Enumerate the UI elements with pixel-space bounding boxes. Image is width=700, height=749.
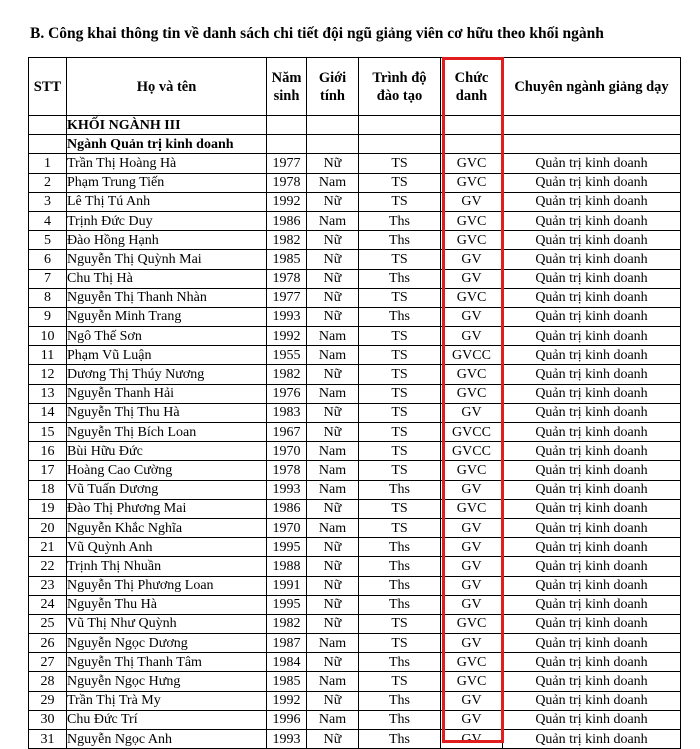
cell-major: Quản trị kinh doanh (503, 307, 681, 326)
cell-major: Quản trị kinh doanh (503, 614, 681, 633)
cell-name: Nguyễn Thanh Hải (67, 384, 267, 403)
cell-birth-year: 1992 (267, 691, 307, 710)
table-row (29, 211, 681, 230)
table-row (29, 154, 681, 173)
cell-name: Nguyễn Thị Bích Loan (67, 423, 267, 442)
cell-title: GV (441, 403, 503, 422)
cell-birth-year: 1983 (267, 403, 307, 422)
cell-birth-year: 1988 (267, 557, 307, 576)
col-header-birth-year: Năm sinh (267, 58, 307, 116)
cell-birth-year: 1993 (267, 730, 307, 749)
cell-birth-year: 1993 (267, 480, 307, 499)
cell-education: Ths (359, 653, 441, 672)
cell-name: Trịnh Đức Duy (67, 211, 267, 230)
cell-major: Quản trị kinh doanh (503, 557, 681, 576)
cell-name: Nguyễn Thị Thanh Tâm (67, 653, 267, 672)
cell-title: GV (441, 250, 503, 269)
table-row (29, 480, 681, 499)
cell-stt: 19 (29, 499, 67, 518)
cell-education: TS (359, 192, 441, 211)
cell-major: Quản trị kinh doanh (503, 499, 681, 518)
cell-major: Quản trị kinh doanh (503, 403, 681, 422)
cell-gender: Nữ (307, 614, 359, 633)
cell-education: TS (359, 614, 441, 633)
cell-birth-year: 1986 (267, 211, 307, 230)
cell-education: TS (359, 442, 441, 461)
cell-birth-year: 1986 (267, 499, 307, 518)
cell-education: TS (359, 173, 441, 192)
cell-stt: 12 (29, 365, 67, 384)
table-row (29, 730, 681, 749)
cell-name: Nguyễn Ngọc Dương (67, 634, 267, 653)
cell-education: TS (359, 288, 441, 307)
cell-title: GV (441, 710, 503, 729)
cell-education: TS (359, 403, 441, 422)
cell-education: Ths (359, 710, 441, 729)
table-row (29, 327, 681, 346)
cell-education: TS (359, 461, 441, 480)
cell-stt: 21 (29, 538, 67, 557)
table-row (29, 346, 681, 365)
table-row (29, 614, 681, 633)
cell-name: Nguyễn Thị Thanh Nhàn (67, 288, 267, 307)
cell-stt: 14 (29, 403, 67, 422)
group-row-field (29, 135, 681, 154)
table-row (29, 288, 681, 307)
cell-title: GVC (441, 499, 503, 518)
table-row (29, 442, 681, 461)
col-header-title: Chức danh (441, 58, 503, 116)
cell-gender: Nữ (307, 423, 359, 442)
table-row (29, 557, 681, 576)
cell-major: Quản trị kinh doanh (503, 269, 681, 288)
cell-birth-year: 1991 (267, 576, 307, 595)
cell-title: GV (441, 518, 503, 537)
cell-title: GV (441, 730, 503, 749)
table-row (29, 461, 681, 480)
cell-title: GVC (441, 461, 503, 480)
cell-education: TS (359, 250, 441, 269)
cell-stt: 13 (29, 384, 67, 403)
cell-education: Ths (359, 231, 441, 250)
cell-major: Quản trị kinh doanh (503, 346, 681, 365)
table-row (29, 250, 681, 269)
col-header-name: Họ và tên (67, 58, 267, 116)
cell-gender: Nữ (307, 499, 359, 518)
cell-title: GVC (441, 384, 503, 403)
cell-birth-year: 1970 (267, 518, 307, 537)
cell-gender: Nữ (307, 653, 359, 672)
cell-stt: 23 (29, 576, 67, 595)
col-header-gender: Giới tính (307, 58, 359, 116)
table-row (29, 710, 681, 729)
cell-stt: 7 (29, 269, 67, 288)
cell-gender: Nữ (307, 595, 359, 614)
cell-birth-year: 1978 (267, 173, 307, 192)
cell-education: Ths (359, 576, 441, 595)
cell-education: Ths (359, 211, 441, 230)
cell-birth-year: 1996 (267, 710, 307, 729)
table-row (29, 538, 681, 557)
cell-title: GV (441, 269, 503, 288)
cell-stt: 9 (29, 307, 67, 326)
cell-gender: Nữ (307, 288, 359, 307)
cell-education: TS (359, 634, 441, 653)
table-row (29, 173, 681, 192)
cell-title: GV (441, 576, 503, 595)
cell-name: Trần Thị Hoàng Hà (67, 154, 267, 173)
cell-stt: 11 (29, 346, 67, 365)
cell-stt: 22 (29, 557, 67, 576)
cell-gender: Nam (307, 173, 359, 192)
cell-gender: Nam (307, 442, 359, 461)
cell-education: TS (359, 423, 441, 442)
cell-gender: Nữ (307, 365, 359, 384)
cell-stt: 2 (29, 173, 67, 192)
cell-birth-year: 1970 (267, 442, 307, 461)
cell-birth-year: 1967 (267, 423, 307, 442)
cell-education: Ths (359, 691, 441, 710)
field-label: Ngành Quản trị kinh doanh (67, 135, 267, 154)
cell-major: Quản trị kinh doanh (503, 461, 681, 480)
cell-stt: 20 (29, 518, 67, 537)
cell-education: Ths (359, 730, 441, 749)
cell-major: Quản trị kinh doanh (503, 173, 681, 192)
cell-gender: Nam (307, 327, 359, 346)
cell-title: GV (441, 595, 503, 614)
table-row (29, 231, 681, 250)
cell-major: Quản trị kinh doanh (503, 442, 681, 461)
table-row (29, 403, 681, 422)
cell-name: Dương Thị Thúy Nương (67, 365, 267, 384)
cell-name: Hoàng Cao Cường (67, 461, 267, 480)
cell-birth-year: 1985 (267, 250, 307, 269)
cell-major: Quản trị kinh doanh (503, 634, 681, 653)
table-row (29, 595, 681, 614)
cell-title: GVC (441, 231, 503, 250)
cell-stt: 6 (29, 250, 67, 269)
cell-education: Ths (359, 538, 441, 557)
cell-stt: 24 (29, 595, 67, 614)
cell-major: Quản trị kinh doanh (503, 653, 681, 672)
table-row (29, 499, 681, 518)
cell-title: GVC (441, 211, 503, 230)
cell-gender: Nữ (307, 269, 359, 288)
cell-birth-year: 1992 (267, 192, 307, 211)
cell-major: Quản trị kinh doanh (503, 480, 681, 499)
cell-education: Ths (359, 595, 441, 614)
cell-education: TS (359, 384, 441, 403)
cell-gender: Nam (307, 480, 359, 499)
cell-name: Đào Hồng Hạnh (67, 231, 267, 250)
group-row-block (29, 116, 681, 135)
cell-birth-year: 1995 (267, 595, 307, 614)
cell-name: Nguyễn Thu Hà (67, 595, 267, 614)
cell-birth-year: 1987 (267, 634, 307, 653)
cell-major: Quản trị kinh doanh (503, 538, 681, 557)
cell-name: Chu Đức Trí (67, 710, 267, 729)
cell-stt: 3 (29, 192, 67, 211)
cell-title: GV (441, 634, 503, 653)
cell-name: Nguyễn Ngọc Hưng (67, 672, 267, 691)
cell-stt: 25 (29, 614, 67, 633)
cell-title: GV (441, 480, 503, 499)
cell-title: GV (441, 192, 503, 211)
cell-gender: Nữ (307, 250, 359, 269)
col-header-stt: STT (29, 58, 67, 116)
cell-education: Ths (359, 480, 441, 499)
cell-gender: Nam (307, 384, 359, 403)
cell-name: Ngô Thế Sơn (67, 327, 267, 346)
cell-gender: Nữ (307, 576, 359, 595)
col-header-major: Chuyên ngành giảng dạy (503, 58, 681, 116)
cell-education: TS (359, 518, 441, 537)
table-row (29, 576, 681, 595)
table-row (29, 691, 681, 710)
cell-major: Quản trị kinh doanh (503, 192, 681, 211)
cell-stt: 26 (29, 634, 67, 653)
cell-education: TS (359, 327, 441, 346)
cell-name: Bùi Hữu Đức (67, 442, 267, 461)
col-header-education: Trình độ đào tạo (359, 58, 441, 116)
cell-stt: 18 (29, 480, 67, 499)
cell-major: Quản trị kinh doanh (503, 211, 681, 230)
cell-gender: Nữ (307, 557, 359, 576)
cell-major: Quản trị kinh doanh (503, 365, 681, 384)
cell-major: Quản trị kinh doanh (503, 250, 681, 269)
cell-name: Chu Thị Hà (67, 269, 267, 288)
cell-education: Ths (359, 557, 441, 576)
cell-gender: Nữ (307, 538, 359, 557)
table-row (29, 634, 681, 653)
table-row (29, 653, 681, 672)
cell-title: GV (441, 557, 503, 576)
cell-birth-year: 1976 (267, 384, 307, 403)
cell-title: GVCC (441, 346, 503, 365)
cell-birth-year: 1955 (267, 346, 307, 365)
lecturer-table (28, 57, 681, 749)
cell-gender: Nữ (307, 403, 359, 422)
cell-gender: Nam (307, 710, 359, 729)
cell-stt: 30 (29, 710, 67, 729)
cell-gender: Nam (307, 634, 359, 653)
cell-title: GV (441, 327, 503, 346)
cell-major: Quản trị kinh doanh (503, 691, 681, 710)
cell-birth-year: 1978 (267, 461, 307, 480)
cell-name: Phạm Vũ Luận (67, 346, 267, 365)
cell-birth-year: 1977 (267, 154, 307, 173)
cell-education: TS (359, 672, 441, 691)
cell-gender: Nam (307, 518, 359, 537)
cell-gender: Nữ (307, 154, 359, 173)
table-row (29, 269, 681, 288)
cell-name: Nguyễn Ngọc Anh (67, 730, 267, 749)
cell-title: GVCC (441, 442, 503, 461)
cell-name: Nguyễn Minh Trang (67, 307, 267, 326)
cell-name: Phạm Trung Tiến (67, 173, 267, 192)
cell-gender: Nam (307, 346, 359, 365)
cell-birth-year: 1977 (267, 288, 307, 307)
cell-name: Nguyễn Thị Thu Hà (67, 403, 267, 422)
cell-stt: 27 (29, 653, 67, 672)
cell-title: GVC (441, 365, 503, 384)
cell-gender: Nam (307, 672, 359, 691)
cell-education: TS (359, 499, 441, 518)
cell-title: GVC (441, 173, 503, 192)
block-label: KHỐI NGÀNH III (67, 116, 267, 135)
cell-name: Vũ Thị Như Quỳnh (67, 614, 267, 633)
cell-stt: 1 (29, 154, 67, 173)
cell-stt: 15 (29, 423, 67, 442)
cell-name: Nguyễn Thị Phương Loan (67, 576, 267, 595)
cell-stt: 29 (29, 691, 67, 710)
cell-major: Quản trị kinh doanh (503, 154, 681, 173)
cell-education: Ths (359, 269, 441, 288)
table-row (29, 192, 681, 211)
cell-birth-year: 1978 (267, 269, 307, 288)
cell-major: Quản trị kinh doanh (503, 518, 681, 537)
table-row (29, 384, 681, 403)
table-row (29, 307, 681, 326)
cell-gender: Nữ (307, 691, 359, 710)
cell-name: Đào Thị Phương Mai (67, 499, 267, 518)
cell-gender: Nam (307, 211, 359, 230)
table-header-row (29, 58, 681, 116)
cell-education: TS (359, 346, 441, 365)
cell-education: Ths (359, 307, 441, 326)
cell-major: Quản trị kinh doanh (503, 423, 681, 442)
cell-birth-year: 1985 (267, 672, 307, 691)
cell-birth-year: 1984 (267, 653, 307, 672)
cell-major: Quản trị kinh doanh (503, 595, 681, 614)
cell-major: Quản trị kinh doanh (503, 576, 681, 595)
cell-title: GVC (441, 288, 503, 307)
cell-gender: Nữ (307, 192, 359, 211)
cell-major: Quản trị kinh doanh (503, 710, 681, 729)
cell-birth-year: 1993 (267, 307, 307, 326)
cell-birth-year: 1982 (267, 365, 307, 384)
cell-major: Quản trị kinh doanh (503, 384, 681, 403)
cell-major: Quản trị kinh doanh (503, 231, 681, 250)
cell-gender: Nữ (307, 307, 359, 326)
table-row (29, 365, 681, 384)
cell-title: GVC (441, 614, 503, 633)
table-row (29, 672, 681, 691)
cell-gender: Nam (307, 461, 359, 480)
cell-title: GV (441, 691, 503, 710)
cell-gender: Nữ (307, 231, 359, 250)
cell-name: Vũ Quỳnh Anh (67, 538, 267, 557)
cell-stt: 17 (29, 461, 67, 480)
cell-education: TS (359, 154, 441, 173)
cell-title: GV (441, 307, 503, 326)
cell-education: TS (359, 365, 441, 384)
cell-birth-year: 1982 (267, 614, 307, 633)
cell-stt: 8 (29, 288, 67, 307)
cell-title: GVC (441, 653, 503, 672)
cell-stt: 16 (29, 442, 67, 461)
cell-birth-year: 1995 (267, 538, 307, 557)
section-heading: B. Công khai thông tin về danh sách chi tiết đội ngũ giảng viên cơ hữu theo khối ngành (30, 25, 604, 42)
cell-title: GV (441, 538, 503, 557)
cell-stt: 10 (29, 327, 67, 346)
cell-birth-year: 1982 (267, 231, 307, 250)
cell-name: Nguyễn Thị Quỳnh Mai (67, 250, 267, 269)
cell-major: Quản trị kinh doanh (503, 288, 681, 307)
cell-title: GVCC (441, 423, 503, 442)
cell-major: Quản trị kinh doanh (503, 730, 681, 749)
cell-title: GVC (441, 154, 503, 173)
cell-major: Quản trị kinh doanh (503, 327, 681, 346)
cell-name: Nguyễn Khắc Nghĩa (67, 518, 267, 537)
cell-name: Lê Thị Tú Anh (67, 192, 267, 211)
cell-major: Quản trị kinh doanh (503, 672, 681, 691)
table-row (29, 423, 681, 442)
cell-name: Trần Thị Trà My (67, 691, 267, 710)
cell-stt: 28 (29, 672, 67, 691)
cell-name: Vũ Tuấn Dương (67, 480, 267, 499)
cell-stt: 31 (29, 730, 67, 749)
table-row (29, 518, 681, 537)
cell-title: GVC (441, 672, 503, 691)
cell-stt: 5 (29, 231, 67, 250)
cell-gender: Nữ (307, 730, 359, 749)
cell-stt: 4 (29, 211, 67, 230)
cell-birth-year: 1992 (267, 327, 307, 346)
cell-name: Trịnh Thị Nhuần (67, 557, 267, 576)
